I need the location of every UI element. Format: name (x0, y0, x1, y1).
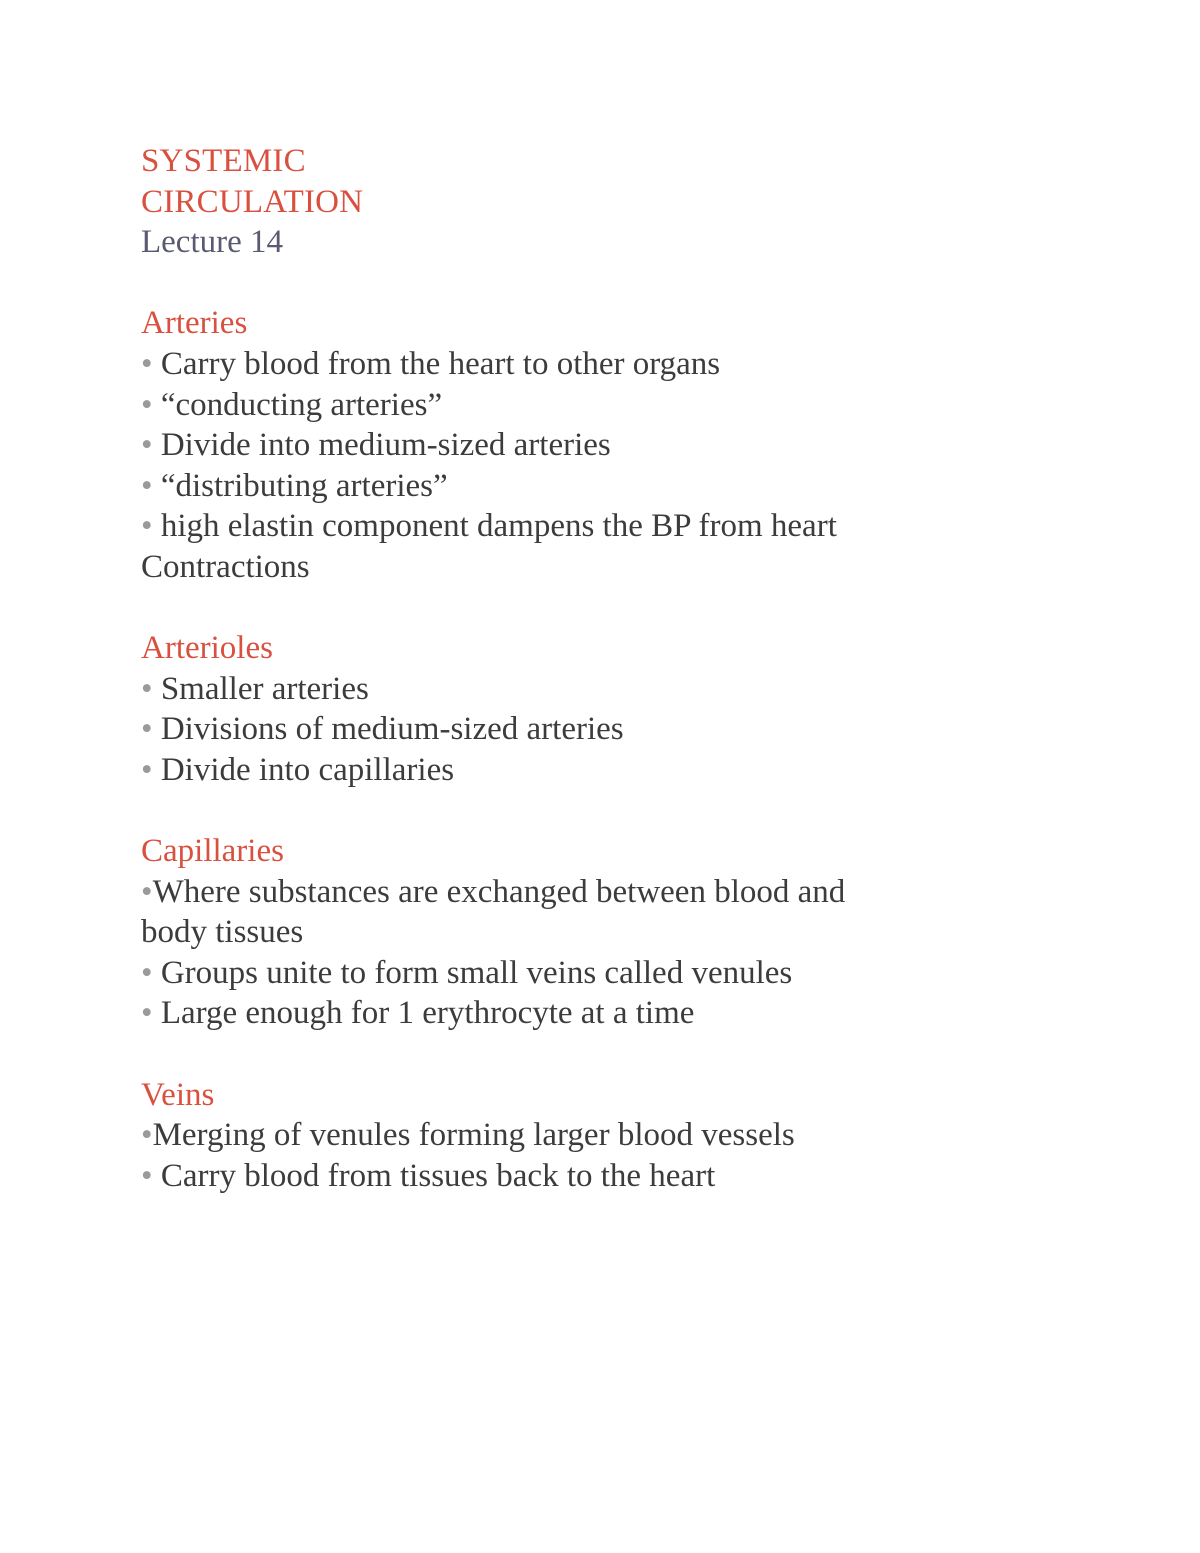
bullet-icon: • (141, 467, 161, 504)
list-item-text: Divisions of medium-sized arteries (160, 711, 624, 748)
list-item-text: Contractions (141, 548, 310, 585)
bullet-icon: • (141, 508, 161, 545)
bullet-icon: • (141, 711, 161, 748)
list-item-text: Large enough for 1 erythrocyte at a time (160, 995, 695, 1032)
list-item (141, 425, 1081, 466)
list-item (141, 1115, 1081, 1156)
list-item (141, 669, 1081, 710)
bullet-icon: • (141, 954, 161, 991)
list-item (141, 953, 1081, 994)
section-heading: Arteries (141, 305, 248, 342)
list-item-text: body tissues (141, 914, 304, 951)
list-item-text: “conducting arteries” (160, 386, 443, 423)
list-item-text: Groups unite to form small veins called venules (160, 954, 793, 991)
list-item (141, 993, 1081, 1034)
list-item (141, 709, 1081, 750)
list-item-text: Divide into capillaries (160, 751, 455, 788)
list-item (141, 344, 1081, 385)
list-item-text: Carry blood from the heart to other organs (160, 345, 721, 382)
lecture-subtitle: Lecture 14 (141, 224, 284, 261)
bullet-icon: • (141, 670, 161, 707)
list-item (141, 1156, 1081, 1197)
bullet-icon: • (141, 386, 161, 423)
document-page (141, 141, 1081, 1196)
bullet-icon: • (141, 345, 161, 382)
list-item-text: Carry blood from tissues back to the heart (160, 1157, 716, 1194)
list-item (141, 466, 1081, 507)
list-item-continuation (141, 547, 1081, 588)
list-item (141, 750, 1081, 791)
section-veins (141, 1075, 1081, 1197)
document-title (141, 141, 1081, 222)
list-item-text: Where substances are exchanged between blood and (152, 873, 846, 910)
section-heading: Capillaries (141, 833, 284, 870)
section-arterioles (141, 628, 1081, 790)
bullet-icon: • (141, 873, 153, 910)
list-item-text: Merging of venules forming larger blood vessels (152, 1117, 795, 1154)
section-arteries (141, 303, 1081, 587)
list-item-text: Smaller arteries (160, 670, 369, 707)
list-item-text: “distributing arteries” (160, 467, 448, 504)
list-item-text: Divide into medium-sized arteries (160, 427, 611, 464)
section-heading: Arterioles (141, 630, 273, 667)
list-item (141, 385, 1081, 426)
list-item-text: high elastin component dampens the BP from heart (160, 508, 837, 545)
title-line: CIRCULATION (141, 183, 364, 220)
bullet-icon: • (141, 427, 161, 464)
section-capillaries (141, 831, 1081, 1034)
list-item-continuation (141, 912, 1081, 953)
section-heading: Veins (141, 1076, 215, 1113)
bullet-icon: • (141, 751, 161, 788)
list-item (141, 872, 1081, 913)
bullet-icon: • (141, 1117, 153, 1154)
title-line: SYSTEMIC (141, 143, 306, 179)
bullet-icon: • (141, 995, 161, 1032)
bullet-icon: • (141, 1157, 161, 1194)
list-item (141, 506, 1081, 547)
